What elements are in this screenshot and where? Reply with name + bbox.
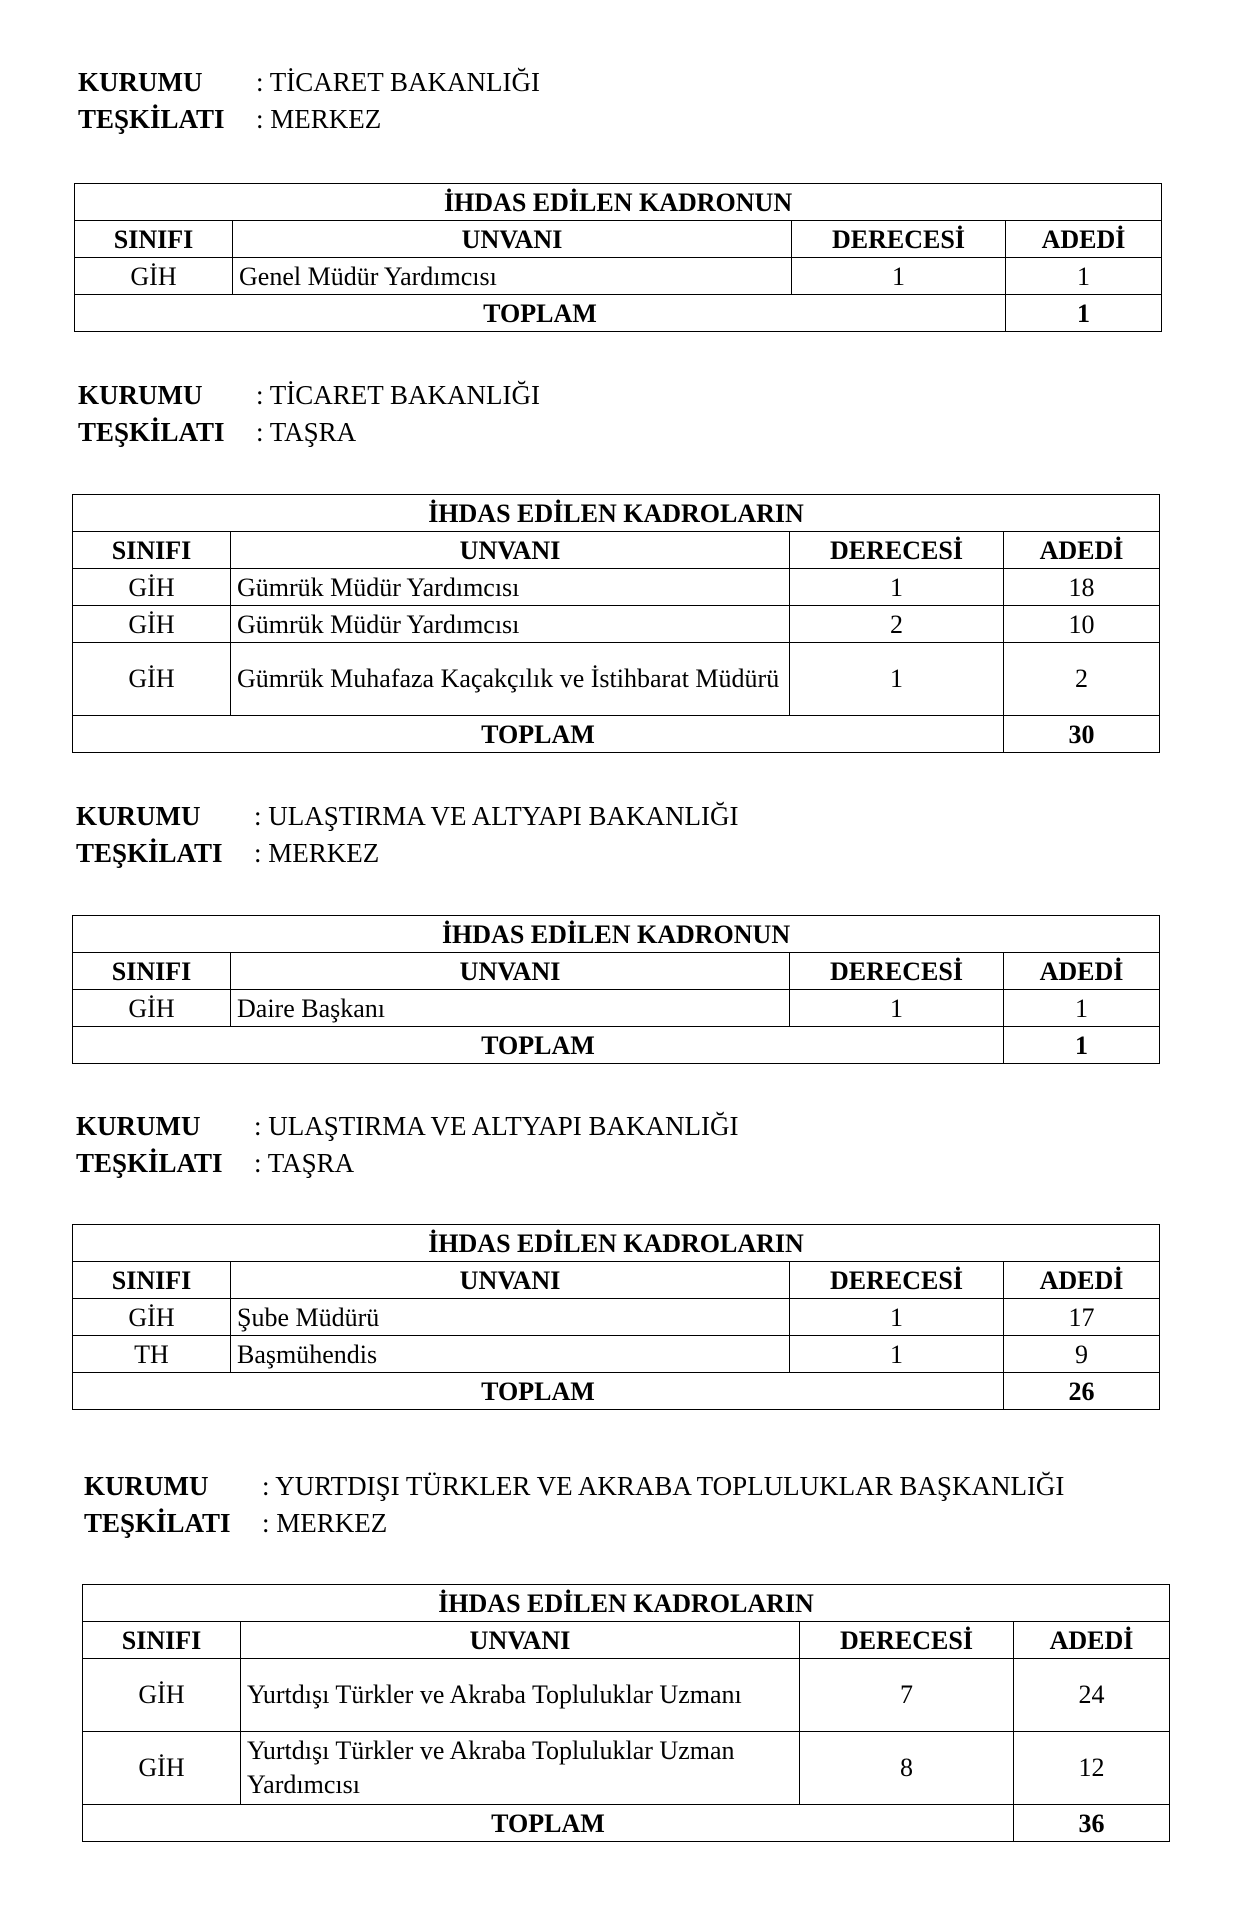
column-header-derecesi: DERECESİ (790, 532, 1004, 569)
total-label: TOPLAM (73, 716, 1004, 753)
cell-adedi: 10 (1004, 606, 1160, 643)
table-header-row (73, 953, 1160, 990)
cell-adedi: 1 (1004, 990, 1160, 1027)
cell-adedi: 2 (1004, 643, 1160, 716)
section-header (78, 64, 540, 138)
table-title-row (73, 1225, 1160, 1262)
kadro-table (72, 1224, 1160, 1410)
kurumu-value: : ULAŞTIRMA VE ALTYAPI BAKANLIĞI (254, 801, 739, 831)
column-header-sinifi: SINIFI (73, 953, 231, 990)
column-header-unvani: UNVANI (233, 221, 792, 258)
table-title-row (75, 184, 1162, 221)
column-header-sinifi: SINIFI (75, 221, 233, 258)
table-title: İHDAS EDİLEN KADROLARIN (73, 495, 1160, 532)
total-value: 1 (1004, 1027, 1160, 1064)
column-header-unvani: UNVANI (231, 532, 790, 569)
teskilati-line (84, 1505, 1064, 1542)
cell-derecesi: 1 (790, 1299, 1004, 1336)
kurumu-label: KURUMU (84, 1471, 209, 1501)
total-value: 36 (1014, 1805, 1170, 1842)
total-label: TOPLAM (83, 1805, 1014, 1842)
column-header-unvani: UNVANI (231, 1262, 790, 1299)
total-label: TOPLAM (75, 295, 1006, 332)
cell-sinifi: GİH (75, 258, 233, 295)
cell-adedi: 18 (1004, 569, 1160, 606)
teskilati-line (78, 414, 540, 451)
kurumu-line (76, 798, 739, 835)
column-header-derecesi: DERECESİ (790, 1262, 1004, 1299)
table-row (73, 569, 1160, 606)
column-header-adedi: ADEDİ (1014, 1622, 1170, 1659)
teskilati-value: : MERKEZ (254, 838, 380, 868)
kurumu-line (78, 64, 540, 101)
teskilati-value: : MERKEZ (262, 1508, 388, 1538)
column-header-adedi: ADEDİ (1006, 221, 1162, 258)
kurumu-label: KURUMU (76, 1111, 201, 1141)
table-total-row (73, 716, 1160, 753)
table-row (73, 606, 1160, 643)
section-header (84, 1468, 1064, 1542)
cell-sinifi: TH (73, 1336, 231, 1373)
table-title-row (83, 1585, 1170, 1622)
cell-adedi: 17 (1004, 1299, 1160, 1336)
cell-derecesi: 1 (790, 1336, 1004, 1373)
cell-unvani: Başmühendis (231, 1336, 790, 1373)
teskilati-line (76, 835, 739, 872)
table-total-row (83, 1805, 1170, 1842)
cell-unvani: Daire Başkanı (231, 990, 790, 1027)
total-value: 26 (1004, 1373, 1160, 1410)
table-row (83, 1732, 1170, 1805)
kurumu-line (84, 1468, 1064, 1505)
column-header-derecesi: DERECESİ (800, 1622, 1014, 1659)
column-header-derecesi: DERECESİ (790, 953, 1004, 990)
cell-adedi: 9 (1004, 1336, 1160, 1373)
table-title-row (73, 916, 1160, 953)
cell-derecesi: 2 (790, 606, 1004, 643)
kurumu-label: KURUMU (78, 380, 203, 410)
total-label: TOPLAM (73, 1027, 1004, 1064)
cell-derecesi: 1 (790, 569, 1004, 606)
cell-derecesi: 1 (792, 258, 1006, 295)
cell-adedi: 24 (1014, 1659, 1170, 1732)
kadro-table (72, 915, 1160, 1064)
cell-sinifi: GİH (73, 990, 231, 1027)
cell-unvani: Şube Müdürü (231, 1299, 790, 1336)
teskilati-label: TEŞKİLATI (76, 1148, 223, 1178)
cell-adedi: 12 (1014, 1732, 1170, 1805)
column-header-sinifi: SINIFI (83, 1622, 241, 1659)
table-row (83, 1659, 1170, 1732)
cell-derecesi: 1 (790, 990, 1004, 1027)
total-value: 30 (1004, 716, 1160, 753)
table-title: İHDAS EDİLEN KADROLARIN (73, 1225, 1160, 1262)
cell-sinifi: GİH (83, 1732, 241, 1805)
teskilati-value: : TAŞRA (256, 417, 357, 447)
table-row (73, 990, 1160, 1027)
cell-unvani: Gümrük Müdür Yardımcısı (231, 606, 790, 643)
kurumu-label: KURUMU (76, 801, 201, 831)
cell-unvani: Gümrük Muhafaza Kaçakçılık ve İstihbarat Müdürü (231, 643, 790, 716)
column-header-adedi: ADEDİ (1004, 953, 1160, 990)
teskilati-label: TEŞKİLATI (78, 104, 225, 134)
table-title: İHDAS EDİLEN KADROLARIN (83, 1585, 1170, 1622)
section-header (78, 377, 540, 451)
column-header-unvani: UNVANI (231, 953, 790, 990)
kurumu-line (78, 377, 540, 414)
kurumu-line (76, 1108, 739, 1145)
cell-sinifi: GİH (73, 606, 231, 643)
cell-sinifi: GİH (73, 1299, 231, 1336)
teskilati-label: TEŞKİLATI (76, 838, 223, 868)
column-header-sinifi: SINIFI (73, 532, 231, 569)
teskilati-value: : MERKEZ (256, 104, 382, 134)
column-header-derecesi: DERECESİ (792, 221, 1006, 258)
teskilati-label: TEŞKİLATI (78, 417, 225, 447)
kurumu-value: : TİCARET BAKANLIĞI (256, 67, 540, 97)
teskilati-line (76, 1145, 739, 1182)
section-header (76, 1108, 739, 1182)
cell-derecesi: 1 (790, 643, 1004, 716)
table-header-row (75, 221, 1162, 258)
column-header-unvani: UNVANI (241, 1622, 800, 1659)
kurumu-label: KURUMU (78, 67, 203, 97)
kurumu-value: : ULAŞTIRMA VE ALTYAPI BAKANLIĞI (254, 1111, 739, 1141)
kurumu-value: : TİCARET BAKANLIĞI (256, 380, 540, 410)
table-row (75, 258, 1162, 295)
cell-unvani: Yurtdışı Türkler ve Akraba Topluluklar Uzman Yardımcısı (241, 1732, 800, 1805)
table-total-row (73, 1027, 1160, 1064)
table-title: İHDAS EDİLEN KADRONUN (75, 184, 1162, 221)
kadro-table (72, 494, 1160, 753)
table-row (73, 1336, 1160, 1373)
cell-sinifi: GİH (73, 569, 231, 606)
teskilati-value: : TAŞRA (254, 1148, 355, 1178)
table-title-row (73, 495, 1160, 532)
kurumu-value: : YURTDIŞI TÜRKLER VE AKRABA TOPLULUKLAR BAŞKANLIĞI (262, 1471, 1065, 1501)
table-header-row (73, 532, 1160, 569)
column-header-sinifi: SINIFI (73, 1262, 231, 1299)
teskilati-label: TEŞKİLATI (84, 1508, 231, 1538)
column-header-adedi: ADEDİ (1004, 1262, 1160, 1299)
total-label: TOPLAM (73, 1373, 1004, 1410)
section-header (76, 798, 739, 872)
cell-unvani: Genel Müdür Yardımcısı (233, 258, 792, 295)
table-header-row (73, 1262, 1160, 1299)
cell-derecesi: 8 (800, 1732, 1014, 1805)
table-total-row (75, 295, 1162, 332)
kadro-table (74, 183, 1162, 332)
cell-adedi: 1 (1006, 258, 1162, 295)
cell-derecesi: 7 (800, 1659, 1014, 1732)
cell-sinifi: GİH (73, 643, 231, 716)
cell-unvani: Gümrük Müdür Yardımcısı (231, 569, 790, 606)
column-header-adedi: ADEDİ (1004, 532, 1160, 569)
table-row (73, 1299, 1160, 1336)
cell-sinifi: GİH (83, 1659, 241, 1732)
table-total-row (73, 1373, 1160, 1410)
teskilati-line (78, 101, 540, 138)
table-title: İHDAS EDİLEN KADRONUN (73, 916, 1160, 953)
table-header-row (83, 1622, 1170, 1659)
kadro-table (82, 1584, 1170, 1842)
total-value: 1 (1006, 295, 1162, 332)
table-row (73, 643, 1160, 716)
cell-unvani: Yurtdışı Türkler ve Akraba Topluluklar Uzmanı (241, 1659, 800, 1732)
